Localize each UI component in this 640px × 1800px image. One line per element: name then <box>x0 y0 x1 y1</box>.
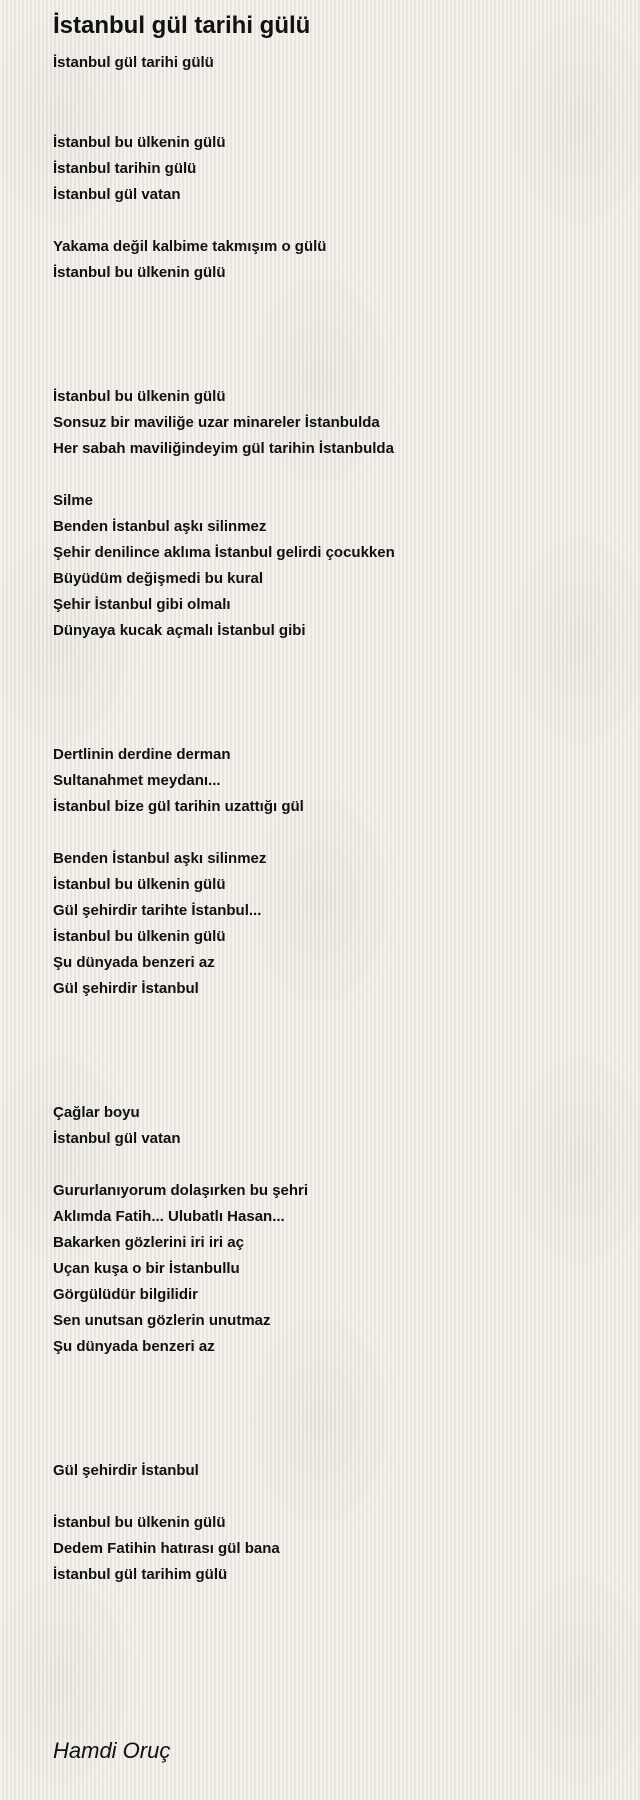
stanza-gap <box>53 462 613 488</box>
poem-line: Silme <box>53 492 94 509</box>
poem-line: Görgülüdür bilgilidir <box>53 1286 198 1303</box>
poem-author: Hamdi Oruç <box>53 1738 171 1763</box>
poem-line: Sonsuz bir maviliğe uzar minareler İstanbulda <box>53 414 380 431</box>
poem-title: İstanbul gül tarihi gülü <box>53 12 311 39</box>
poem-line: Gül şehirdir tarihte İstanbul... <box>53 902 262 919</box>
poem-line: Uçan kuşa o bir İstanbullu <box>53 1260 240 1277</box>
poem-line: Benden İstanbul aşkı silinmez <box>53 518 267 535</box>
poem-line: Her sabah maviliğindeyim gül tarihin İstanbulda <box>53 440 394 457</box>
poem-line: İstanbul bu ülkenin gülü <box>53 264 226 281</box>
poem-line: Şu dünyada benzeri az <box>53 1338 215 1355</box>
poem-line: İstanbul bu ülkenin gülü <box>53 388 226 405</box>
poem-line: Dertlinin derdine derman <box>53 746 231 763</box>
poem-line: Şehir denilince aklıma İstanbul gelirdi çocukken <box>53 544 395 561</box>
poem-line: Dedem Fatihin hatırası gül bana <box>53 1540 280 1557</box>
poem-line: Gururlanıyorum dolaşırken bu şehri <box>53 1182 309 1199</box>
section-gap <box>53 644 613 742</box>
poem-line: Dünyaya kucak açmalı İstanbul gibi <box>53 622 306 639</box>
poem-line: Gül şehirdir İstanbul <box>53 980 199 997</box>
poem-line: İstanbul bu ülkenin gülü <box>53 876 226 893</box>
poem-line: Sultanahmet meydanı... <box>53 772 221 789</box>
poem-line: Aklımda Fatih... Ulubatlı Hasan... <box>53 1208 285 1225</box>
stanza-gap <box>53 1152 613 1178</box>
poem-line: İstanbul bu ülkenin gülü <box>53 1514 226 1531</box>
poem-line: Gül şehirdir İstanbul <box>53 1462 199 1479</box>
poem-line: İstanbul gül tarihim gülü <box>53 1566 228 1583</box>
poem-line: İstanbul bize gül tarihin uzattığı gül <box>53 798 304 815</box>
section-gap <box>53 286 613 384</box>
poem-line: İstanbul tarihin gülü <box>53 160 197 177</box>
poem-line: Şu dünyada benzeri az <box>53 954 215 971</box>
poem-line: Yakama değil kalbime takmışım o gülü <box>53 238 327 255</box>
poem-line: Sen unutsan gözlerin unutmaz <box>53 1312 271 1329</box>
poem-line: İstanbul gül vatan <box>53 1130 181 1147</box>
section-gap <box>53 1360 613 1458</box>
poem-line: İstanbul bu ülkenin gülü <box>53 134 226 151</box>
poem-line: Çağlar boyu <box>53 1104 140 1121</box>
poem-line: Büyüdüm değişmedi bu kural <box>53 570 264 587</box>
poem-line: Bakarken gözlerini iri iri aç <box>53 1234 244 1251</box>
stanza-gap <box>53 208 613 234</box>
poem-subtitle: İstanbul gül tarihi gülü <box>53 54 214 71</box>
section-gap <box>53 1002 613 1100</box>
poem-line: İstanbul gül vatan <box>53 186 181 203</box>
poem-body <box>53 130 613 1588</box>
stanza-gap <box>53 820 613 846</box>
poem-line: İstanbul bu ülkenin gülü <box>53 928 226 945</box>
stanza-gap <box>53 1484 613 1510</box>
poem-line: Benden İstanbul aşkı silinmez <box>53 850 267 867</box>
poem-line: Şehir İstanbul gibi olmalı <box>53 596 231 613</box>
